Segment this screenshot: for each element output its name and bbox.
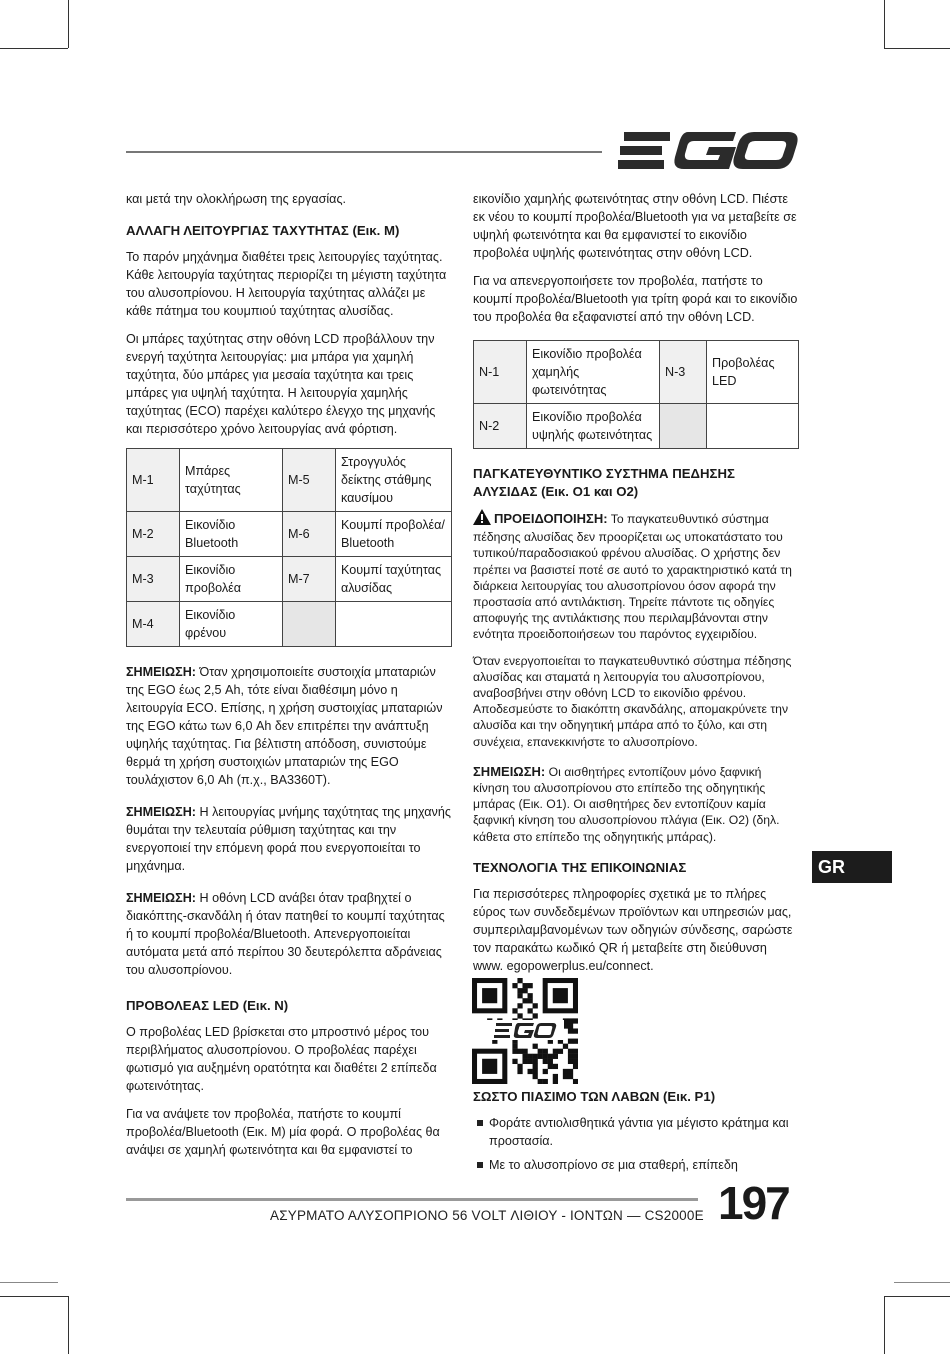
table-row <box>127 602 452 647</box>
led-paragraph-1: Ο προβολέας LED βρίσκεται στο μπροστινό μέρος του περιβλήματος αλυσοπρίονου. Ο προβολέας παρέχει φωτισμό για αυξημένη ορατότητα και διαθέτει 2 επίπεδα φωτεινότητας. <box>126 1025 437 1093</box>
note-1-text: Όταν χρησιμοποιείτε συστοιχία μπαταριών της EGO έως 2,5 Ah, τότε είναι διαθέσιμη μόνο η λειτουργία ECO. Επίσης, η χρήση συστοιχίας μπαταριών της EGO κάτω των 6,0 Ah δεν επιτρέπει την ανάπτυξη υψηλής ταχύτητας. Για βέλτιστη απόδοση, συνιστούμε θερμά τη χρήση συστοιχιών μπαταριών της EGO τουλάχιστον 6,0 Ah (π.χ., BA3360T). <box>126 665 443 787</box>
table-code-cell: M-1 <box>127 449 180 512</box>
page-number: 197 <box>718 1177 789 1229</box>
table-desc-cell: Εικονίδιο προβολέα υψηλής φωτεινότητας <box>527 404 660 449</box>
table-empty-cell <box>707 404 799 449</box>
note-label: ΣΗΜΕΙΩΣΗ: <box>126 891 196 905</box>
warning-label: ΠΡΟΕΙΔΟΠΟΙΗΣΗ: <box>494 511 608 526</box>
comm-text: Για περισσότερες πληροφορίες σχετικά με το πλήρες εύρος των συνδεδεμένων προϊόντων και υπηρεσιών μας, συμπεριλαμβανομένων των οδηγιών σύνδεσης, σαρώστε τον παρακάτω κωδικό QR ή μεταβείτε στη διεύθυνση <box>473 886 793 955</box>
note-4-text: Οι αισθητήρες εντοπίζουν μόνο ξαφνική κίνηση του αλυσοπρίονου στο επίπεδο της οδηγητικής μπάρας (Εικ. O1). Οι αισθητήρες δεν εντοπίζουν καμία ξαφνική κίνηση του αλυσοπρίονου πλάγια (Εικ. O2) (δηλ. κάθετα στο επίπεδο της οδηγητικής μπάρας). <box>473 764 780 844</box>
note-label: ΣΗΜΕΙΩΣΗ: <box>126 665 196 679</box>
table-desc-cell: Εικονίδιο προβολέα χαμηλής φωτεινότητας <box>527 341 660 404</box>
comm-url[interactable]: www. egopowerplus.eu/connect. <box>473 958 654 973</box>
table-code-cell: M-4 <box>127 602 180 647</box>
warning-block <box>473 509 799 643</box>
brake-paragraph: Όταν ενεργοποιείται το παγκατευθυντικό σύστημα πέδησης αλυσίδας και σταματά η λειτουργία του αλυσοπρίονου, αναβοσβήνει στην οθόνη LCD το εικονίδιο φρένου. Αποδεσμεύστε το διακόπτη σκανδάλης, απομακρύνετε την αλυσίδα και την οδηγητική μπάρα από το ξύλο, και στη συνέχεια, επανεκκινήστε το αλυσοπρίονο. <box>473 653 792 749</box>
warning-text: Το παγκατευθυντικό σύστημα πέδησης αλυσίδας δεν προορίζεται ως υποκατάστατο του τυπικού/παραδοσιακού φρένου αλυσίδας. Ο χρήστης δεν πρέπει να βασιστεί ποτέ σε αυτό το χαρακτηριστικό κατά τη διάρκεια λειτουργίας του αλυσοπρίονου όσον αφορά την προστασία από αντιλάκτιση. Τηρείτε πάντοτε τις οδηγίες αποφυγής της αντιλάκτισης που περιλαμβάνονται στην ενότητα προειδοποιήσεων του παρόντος εγχειριδίου. <box>473 512 792 642</box>
led-heading: ΠΡΟΒΟΛΕΑΣ LED (Εικ. N) <box>126 998 289 1013</box>
table-code-cell: M-2 <box>127 512 180 557</box>
table-row <box>127 449 452 512</box>
right-column <box>473 190 799 985</box>
crop-mark <box>68 0 69 48</box>
note-3-text: Η οθόνη LCD ανάβει όταν τραβηχτεί ο διακόπτης-σκανδάλη ή όταν πατηθεί το κουμπί ταχύτητας ή το κουμπί προβολέα/Bluetooth. Απενεργοποιείται αυτόματα μετά από περίπου 30 δευτερόλεπτα αδράνειας του αλυσοπρίονου. <box>126 891 445 977</box>
led-paragraph-2: Για να ανάψετε τον προβολέα, πατήστε το κουμπί προβολέα/Bluetooth (Εικ. M) μία φορά. Ο προβολέας θα ανάψει σε χαμηλή φωτεινότητα και θα εμφανιστεί το <box>126 1107 440 1157</box>
table-empty-cell <box>660 404 707 449</box>
header-rule <box>126 151 602 153</box>
table-desc-cell: Στρογγυλός δείκτης στάθμης καυσίμου <box>336 449 452 512</box>
crop-mark <box>0 48 68 49</box>
speed-paragraph-1: Το παρόν μηχάνημα διαθέτει τρεις λειτουργίες ταχύτητας. Κάθε λειτουργία ταχύτητας περιορίζει τη μέγιστη ταχύτητα του αλυσοπρίονου. Η λειτουργία ταχύτητας αλλάζει με κάθε πάτημα του κουμπιού ταχύτητας αλυσίδας. <box>126 250 447 318</box>
table-desc-cell: Προβολέας LED <box>707 341 799 404</box>
note-1 <box>126 663 452 789</box>
note-3 <box>126 889 452 979</box>
speed-paragraph-2: Οι μπάρες ταχύτητας στην οθόνη LCD προβάλλουν την ενεργή ταχύτητα λειτουργίας: μια μπάρα για χαμηλή ταχύτητα, δύο μπάρες για μεσαία ταχύτητα και τρεις μπάρες για υψηλή ταχύτητα. Η λειτουργία χαμηλής ταχύτητας (ECO) παρέχει καλύτερο έλεγχο της μηχανής και περισσότερο χρόνο λειτουργίας ανά φόρτιση. <box>126 332 436 436</box>
grip-section <box>473 1088 799 1180</box>
table-desc-cell: Κουμπί προβολέα/ Bluetooth <box>336 512 452 557</box>
crop-mark <box>68 1296 69 1354</box>
table-row <box>474 404 799 449</box>
table-desc-cell: Εικονίδιο προβολέα <box>180 557 283 602</box>
ego-logo <box>618 130 800 177</box>
table-code-cell: M-6 <box>283 512 336 557</box>
crop-mark <box>884 1296 885 1354</box>
table-m <box>126 448 452 647</box>
crop-mark <box>0 1282 58 1283</box>
table-code-cell: N-3 <box>660 341 707 404</box>
crop-mark <box>0 1296 68 1297</box>
table-row <box>127 512 452 557</box>
footer-rule <box>126 1198 698 1201</box>
led-paragraph-4: Για να απενεργοποιήσετε τον προβολέα, πατήστε το κουμπί προβολέα/Bluetooth για τρίτη φορά και το εικονίδιο του προβολέα θα εξαφανιστεί από την οθόνη LCD. <box>473 274 798 324</box>
intro-text: και μετά την ολοκλήρωση της εργασίας. <box>126 192 347 206</box>
table-code-cell: M-5 <box>283 449 336 512</box>
note-4 <box>473 764 799 845</box>
table-code-cell: N-1 <box>474 341 527 404</box>
note-label: ΣΗΜΕΙΩΣΗ: <box>473 763 546 779</box>
table-desc-cell: Μπάρες ταχύτητας <box>180 449 283 512</box>
grip-list <box>473 1114 799 1174</box>
grip-heading: ΣΩΣΤΟ ΠΙΑΣΙΜΟ ΤΩΝ ΛΑΒΩΝ (Εικ. P1) <box>473 1089 716 1104</box>
table-desc-cell: Εικονίδιο Bluetooth <box>180 512 283 557</box>
table-empty-cell <box>283 602 336 647</box>
qr-code[interactable] <box>472 978 578 1089</box>
crop-mark <box>884 1296 950 1297</box>
comm-heading: ΤΕΧΝΟΛΟΓΙΑ ΤΗΣ ΕΠΙΚΟΙΝΩΝΙΑΣ <box>473 859 687 875</box>
speed-heading: ΑΛΛΑΓΗ ΛΕΙΤΟΥΡΓΙΑΣ ΤΑΧΥΤΗΤΑΣ (Εικ. M) <box>126 223 400 238</box>
warning-icon <box>473 509 491 529</box>
table-code-cell: M-7 <box>283 557 336 602</box>
table-row <box>127 557 452 602</box>
table-empty-cell <box>336 602 452 647</box>
list-item: Φοράτε αντιολισθητικά γάντια για μέγιστο κράτημα και προστασία. <box>473 1114 799 1150</box>
comm-paragraph <box>473 885 799 975</box>
footer-title: ΑΣΥΡΜΑΤΟ ΑΛΥΣΟΠΡΙΟΝΟ 56 VOLT ΛΙΘΙΟΥ - ΙΟΝΤΩΝ — CS2000E <box>270 1208 704 1223</box>
crop-mark <box>884 0 885 48</box>
language-tab: GR <box>812 851 892 883</box>
list-item: Με το αλυσοπρίονο σε μια σταθερή, επίπεδη <box>473 1156 799 1174</box>
crop-mark <box>884 48 950 49</box>
table-code-cell: N-2 <box>474 404 527 449</box>
table-n <box>473 340 799 449</box>
table-code-cell: M-3 <box>127 557 180 602</box>
note-2-text: Η λειτουργίας μνήμης ταχύτητας της μηχανής θυμάται την τελευταία ρύθμιση ταχύτητας και την ενεργοποιεί την επόμενη φορά που ενεργοποιείται το μηχάνημα. <box>126 805 451 873</box>
table-desc-cell: Κουμπί ταχύτητας αλυσίδας <box>336 557 452 602</box>
table-desc-cell: Εικονίδιο φρένου <box>180 602 283 647</box>
note-label: ΣΗΜΕΙΩΣΗ: <box>126 805 196 819</box>
table-row <box>474 341 799 404</box>
left-column <box>126 190 452 1169</box>
note-2 <box>126 803 452 875</box>
brake-heading: ΠΑΓΚΑΤΕΥΘΥΝΤΙΚΟ ΣΥΣΤΗΜΑ ΠΕΔΗΣΗΣ ΑΛΥΣΙΔΑΣ (Εικ. O1 και O2) <box>473 466 735 499</box>
led-paragraph-3: εικονίδιο χαμηλής φωτεινότητας στην οθόνη LCD. Πιέστε εκ νέου το κουμπί προβολέα/Bluetooth για να μεταβείτε σε υψηλή φωτεινότητα και θα εμφανιστεί το εικονίδιο προβολέα υψηλής φωτεινότητας στην οθόνη LCD. <box>473 192 797 260</box>
crop-mark <box>894 1282 950 1283</box>
